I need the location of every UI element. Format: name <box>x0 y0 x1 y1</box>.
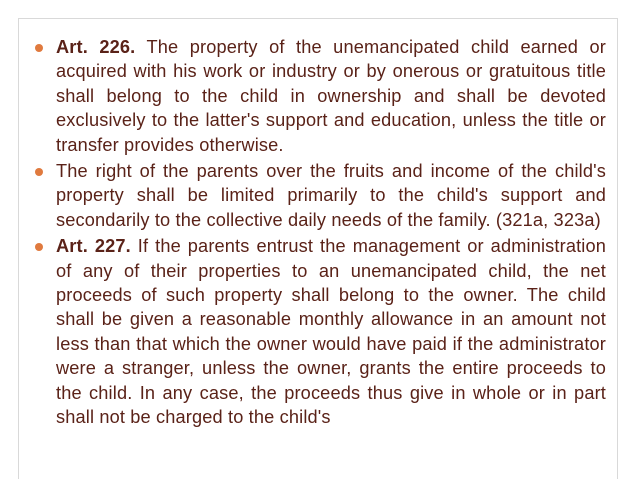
article-label: Art. 226. <box>56 37 136 57</box>
bullet-dot-icon <box>35 44 43 52</box>
bullet-dot-icon <box>35 168 43 176</box>
bullet-text <box>56 234 606 429</box>
article-label: Art. 227. <box>56 236 131 257</box>
bullet-list <box>34 35 606 432</box>
bullet-body: The right of the parents over the fruits and income of the child's property shall be limited primarily to the child's support and secondarily to the collective daily needs of the family. (321a, 323a) <box>56 161 606 230</box>
bullet-item-art-227 <box>34 234 606 429</box>
article-body: If the parents entrust the management or administration of any of their properties to an unemancipated child, the net proceeds of such property shall belong to the owner. The child shall be given a reasonable monthly allowance in an amount not less than that which the owner would have paid if the administrator were a stranger, unless the owner, grants the entire proceeds to the child. In any case, the proceeds thus give in whole or in part shall not be charged to the child's <box>56 236 607 428</box>
article-body: The property of the unemancipated child earned or acquired with his work or industry or by onerous or gratuitous title shall belong to the child in ownership and shall be devoted exclusively to the latter's support and education, unless the title or transfer provides otherwise. <box>56 37 606 155</box>
bullet-dot-icon <box>35 243 43 251</box>
bullet-item-art-226 <box>34 35 606 157</box>
bullet-item-parents-right <box>34 159 606 232</box>
bullet-text <box>56 159 606 232</box>
bullet-text <box>56 35 606 157</box>
